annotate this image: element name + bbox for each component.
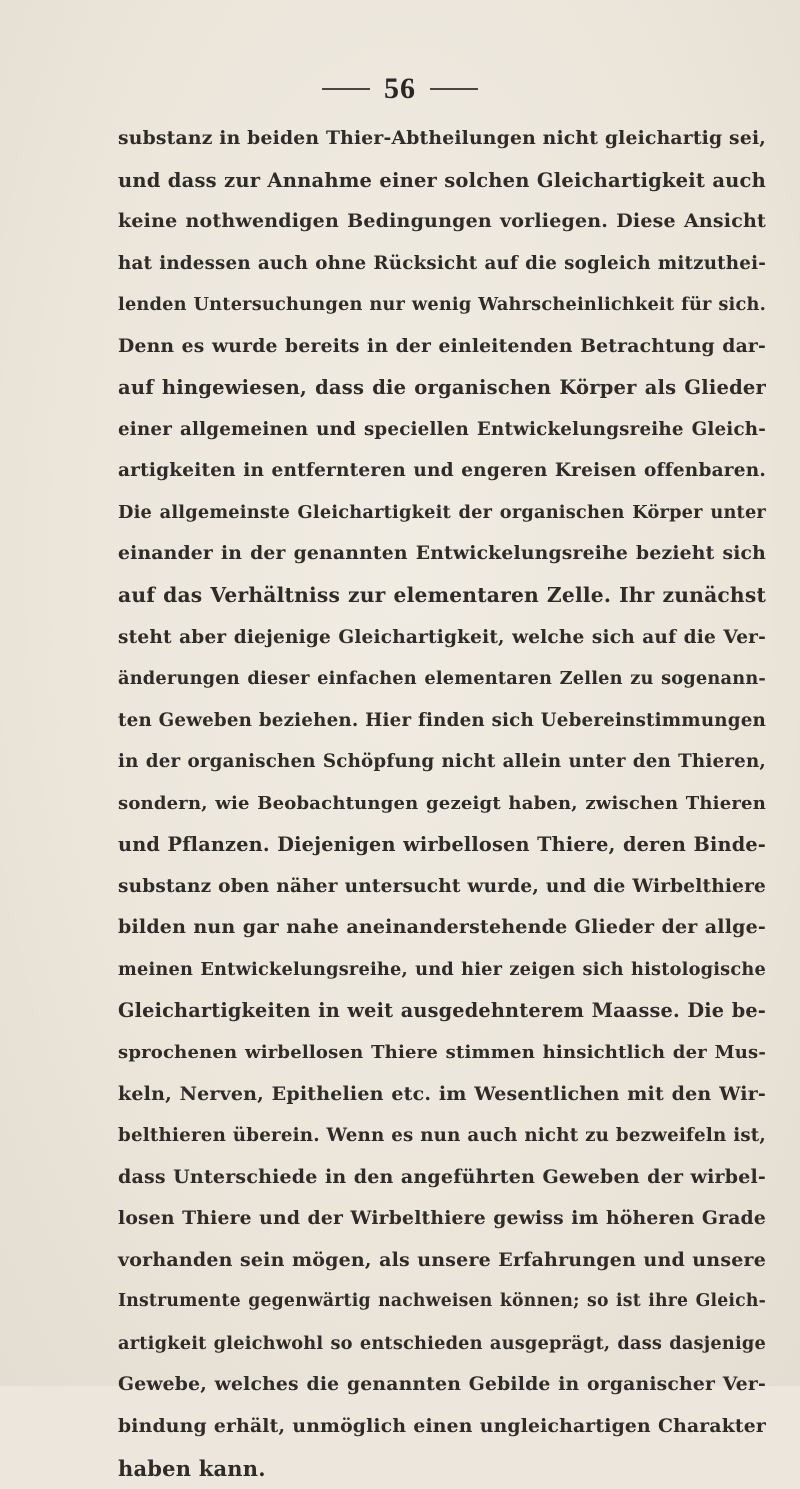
text-line: und dass zur Annahme einer solchen Gleichartigkeit auch [118, 160, 766, 202]
text-line: Gewebe, welches die genannten Gebilde in organischer Ver- [118, 1364, 766, 1406]
text-line: sondern, wie Beobachtungen gezeigt haben, zwischen Thieren [118, 783, 766, 825]
header-rule-right [430, 88, 478, 90]
text-line: haben kann. [118, 1448, 766, 1489]
text-line: änderungen dieser einfachen elementaren Zellen zu sogenann- [118, 658, 766, 700]
text-line: und Pflanzen. Diejenigen wirbellosen Thiere, deren Binde- [118, 824, 766, 866]
page-number: 56 [384, 72, 416, 106]
text-line: in der organischen Schöpfung nicht allein unter den Thieren, [118, 741, 766, 783]
text-line: Gleichartigkeiten in weit ausgedehnterem Maasse. Die be- [118, 990, 766, 1032]
text-line: artigkeit gleichwohl so entschieden ausgeprägt, dass dasjenige [118, 1323, 766, 1365]
header-rule-left [322, 88, 370, 90]
text-line: einer allgemeinen und speciellen Entwickelungsreihe Gleich- [118, 409, 766, 451]
text-line: bilden nun gar nahe aneinanderstehende Glieder der allge- [118, 907, 766, 949]
text-line: einander in der genannten Entwickelungsreihe bezieht sich [118, 533, 766, 575]
text-line: lenden Untersuchungen nur wenig Wahrscheinlichkeit für sich. [118, 284, 766, 326]
text-line: artigkeiten in entfernteren und engeren Kreisen offenbaren. [118, 450, 766, 492]
text-line: steht aber diejenige Gleichartigkeit, welche sich auf die Ver- [118, 617, 766, 659]
page-header [0, 72, 800, 106]
text-line: auf das Verhältniss zur elementaren Zelle. Ihr zunächst [118, 575, 766, 617]
text-line: ten Geweben beziehen. Hier finden sich Uebereinstimmungen [118, 700, 766, 742]
text-line: Denn es wurde bereits in der einleitenden Betrachtung dar- [118, 326, 766, 368]
text-line: hat indessen auch ohne Rücksicht auf die sogleich mitzuthei- [118, 243, 766, 285]
text-line: keine nothwendigen Bedingungen vorliegen. Diese Ansicht [118, 201, 766, 243]
text-line: meinen Entwickelungsreihe, und hier zeigen sich histologische [118, 949, 766, 991]
text-line: vorhanden sein mögen, als unsere Erfahrungen und unsere [118, 1240, 766, 1282]
text-line: Die allgemeinste Gleichartigkeit der organischen Körper unter [118, 492, 766, 534]
text-line: Instrumente gegenwärtig nachweisen können; so ist ihre Gleich- [118, 1281, 766, 1323]
text-line: keln, Nerven, Epithelien etc. im Wesentlichen mit den Wir- [118, 1074, 766, 1116]
text-line: sprochenen wirbellosen Thiere stimmen hinsichtlich der Mus- [118, 1032, 766, 1074]
text-line: auf hingewiesen, dass die organischen Körper als Glieder [118, 367, 766, 409]
text-line: substanz in beiden Thier-Abtheilungen nicht gleichartig sei, [118, 118, 766, 160]
body-text [118, 118, 766, 1489]
text-line: dass Unterschiede in den angeführten Geweben der wirbel- [118, 1157, 766, 1199]
text-line: losen Thiere und der Wirbelthiere gewiss im höheren Grade [118, 1198, 766, 1240]
text-line: bindung erhält, unmöglich einen ungleichartigen Charakter [118, 1406, 766, 1448]
text-line: substanz oben näher untersucht wurde, und die Wirbelthiere [118, 866, 766, 908]
text-line: belthieren überein. Wenn es nun auch nicht zu bezweifeln ist, [118, 1115, 766, 1157]
